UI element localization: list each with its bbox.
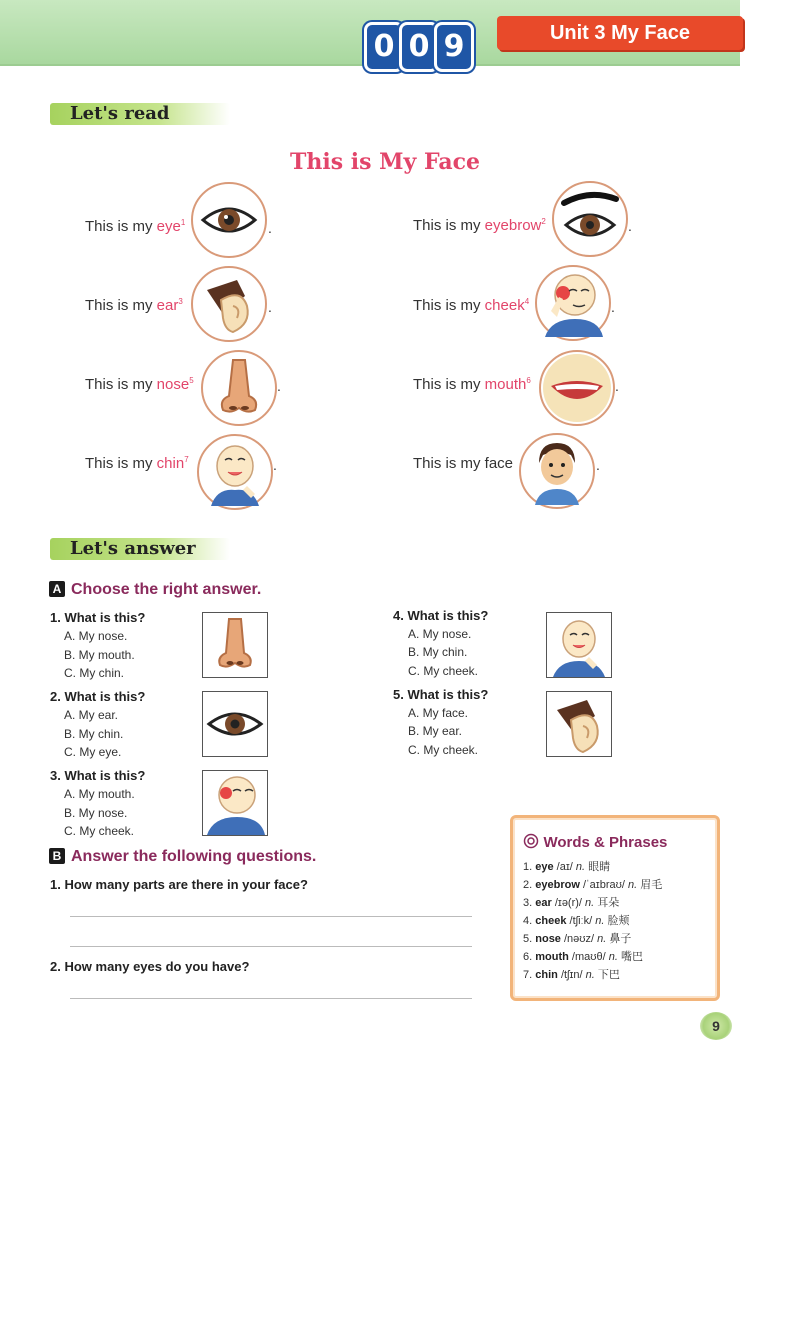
words-list — [523, 858, 662, 984]
period: . — [615, 378, 619, 394]
question-b1: 1. How many parts are there in your face? — [50, 877, 308, 892]
option[interactable]: B. My chin. — [64, 727, 124, 741]
sentence-ear: This is my ear$^3$ — [85, 297, 183, 314]
answer-line[interactable] — [70, 946, 472, 947]
part-b-badge: B — [49, 848, 65, 864]
page-code-digit: 9 — [434, 22, 474, 72]
period: . — [611, 299, 615, 315]
cheek-icon — [202, 770, 268, 836]
ear-icon — [191, 266, 267, 342]
option[interactable]: C. My eye. — [64, 745, 122, 759]
reading-title: This is My Face — [289, 149, 481, 175]
option[interactable]: B. My ear. — [408, 724, 463, 738]
face-icon — [519, 433, 595, 509]
option[interactable]: B. My chin. — [408, 645, 468, 659]
section-label-answer: Let's answer — [70, 538, 196, 559]
list-item: 5. nose /nəʊz/ n. 鼻子 — [523, 933, 632, 945]
option[interactable]: C. My cheek. — [408, 664, 479, 678]
nose-icon — [201, 350, 277, 426]
option[interactable]: A. My nose. — [64, 629, 128, 643]
section-bar-read — [50, 103, 230, 125]
list-item: 6. mouth /maʊθ/ n. 嘴巴 — [523, 951, 643, 963]
question-4: 4. What is this? — [393, 608, 489, 623]
ear-icon — [546, 691, 612, 757]
option[interactable]: A. My mouth. — [64, 787, 135, 801]
page-code-digit: 0 — [399, 22, 439, 72]
eye-icon — [191, 182, 267, 258]
period: . — [273, 457, 277, 473]
mouth-icon — [539, 350, 615, 426]
option[interactable]: C. My cheek. — [64, 824, 135, 838]
period: . — [277, 378, 281, 394]
words-phrases-box — [510, 815, 720, 1001]
sentence-mouth: This is my mouth$^6$ — [413, 376, 531, 393]
cheek-icon — [535, 265, 611, 341]
sentence-nose: This is my nose$^5$ — [85, 376, 194, 393]
option[interactable]: B. My mouth. — [64, 648, 135, 662]
words-title: Words & Phrases — [543, 834, 668, 851]
option[interactable]: C. My chin. — [64, 666, 125, 680]
part-a-heading: A Choose the right answer. — [49, 581, 261, 599]
period: . — [628, 218, 632, 234]
option[interactable]: C. My cheek. — [408, 743, 479, 757]
section-label-read: Let's read — [70, 103, 170, 124]
words-title-row — [523, 833, 667, 852]
option[interactable]: B. My nose. — [64, 806, 128, 820]
chin-icon — [197, 434, 273, 510]
sentence-eye: This is my eye$^1$ — [85, 218, 186, 235]
question-1: 1. What is this? — [50, 610, 146, 625]
unit-title: Unit 3 My Face — [497, 16, 743, 50]
question-5: 5. What is this? — [393, 687, 489, 702]
sentence-eyebrow: This is my eyebrow$^2$ — [413, 217, 546, 234]
sentence-face: This is my face — [413, 455, 514, 472]
part-a-badge: A — [49, 581, 65, 597]
option[interactable]: A. My face. — [408, 706, 469, 720]
nose-icon — [202, 612, 268, 678]
question-3: 3. What is this? — [50, 768, 146, 783]
answer-line[interactable] — [70, 998, 472, 999]
section-bar-answer — [50, 538, 230, 560]
eyebrow-icon — [552, 181, 628, 257]
period: . — [268, 299, 272, 315]
period: . — [268, 220, 272, 236]
list-item: 7. chin /tʃɪn/ n. 下巴 — [523, 969, 620, 981]
question-2: 2. What is this? — [50, 689, 146, 704]
page-code-digit: 0 — [364, 22, 404, 72]
question-b2: 2. How many eyes do you have? — [50, 959, 250, 974]
period: . — [596, 457, 600, 473]
sentence-chin: This is my chin$^7$ — [85, 455, 189, 472]
list-item: 2. eyebrow /ˈaɪbraʊ/ n. 眉毛 — [523, 879, 663, 891]
option[interactable]: A. My nose. — [408, 627, 472, 641]
option[interactable]: A. My ear. — [64, 708, 119, 722]
chin-icon — [546, 612, 612, 678]
eye-icon — [202, 691, 268, 757]
list-item: 3. ear /ɪə(r)/ n. 耳朵 — [523, 897, 620, 909]
page-number: 9 — [700, 1012, 732, 1040]
list-item: 1. eye /aɪ/ n. 眼睛 — [523, 861, 611, 873]
part-b-heading: B Answer the following questions. — [49, 848, 316, 866]
answer-line[interactable] — [70, 916, 472, 917]
circle-target-icon — [523, 833, 539, 849]
sentence-cheek: This is my cheek$^4$ — [413, 297, 530, 314]
list-item: 4. cheek /tʃiːk/ n. 脸颊 — [523, 915, 630, 927]
